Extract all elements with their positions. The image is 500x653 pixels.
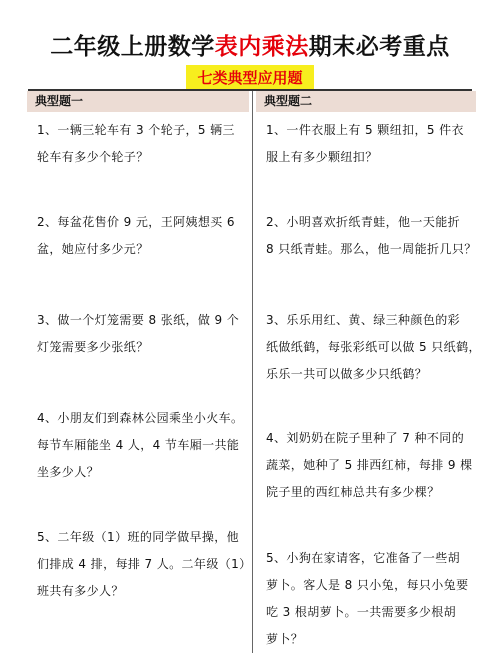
right-question-2 (266, 209, 478, 263)
question-line: 4、刘奶奶在院子里种了 7 种不同的 (266, 431, 465, 445)
question-line: 8 只纸青蛙。那么，他一周能折几只？ (266, 242, 477, 256)
question-line: 吃 3 根胡萝卜。一共需要多少根胡 (266, 605, 457, 619)
title-suffix: 期末必考重点 (308, 34, 450, 60)
title-highlight: 表内乘法 (214, 34, 309, 60)
right-question-1 (266, 117, 478, 171)
left-question-3 (37, 307, 251, 361)
question-line: 们排成 4 排，每排 7 人。二年级（1） (37, 557, 252, 571)
left-column (27, 91, 252, 598)
question-line: 坐多少人？ (37, 465, 100, 479)
question-line: 2、每盆花售价 9 元，王阿姨想买 6 (37, 215, 235, 229)
column-divider (252, 91, 253, 653)
right-question-3 (266, 307, 481, 388)
subtitle-banner: 七类典型应用题 (186, 65, 314, 91)
title-prefix: 二年级上册数学 (50, 34, 215, 60)
question-line: 1、一件衣服上有 5 颗纽扣，5 件衣 (266, 123, 464, 137)
question-line: 每节车厢能坐 4 人，4 节车厢一共能 (37, 438, 240, 452)
question-line: 3、乐乐用红、黄、绿三种颜色的彩 (266, 313, 461, 327)
question-line: 5、小狗在家请客，它准备了一些胡 (266, 551, 461, 565)
left-question-1 (37, 117, 251, 171)
page-title (0, 28, 500, 61)
question-line: 班共有多少人？ (37, 584, 124, 598)
question-line: 盆，她应付多少元？ (37, 242, 149, 256)
right-column (256, 91, 481, 646)
right-question-5 (266, 545, 478, 653)
question-line: 3、做一个灯笼需要 8 张纸，做 9 个 (37, 313, 240, 327)
question-line: 5、二年级（1）班的同学做早操，他 (37, 530, 240, 544)
question-line: 院子里的西红柿总共有多少棵？ (266, 485, 440, 499)
right-question-4 (266, 425, 478, 506)
right-column-heading: 典型题二 (256, 91, 476, 112)
question-line: 蔬菜，她种了 5 排西红柿，每排 9 棵 (266, 458, 473, 472)
question-line: 1、一辆三轮车有 3 个轮子，5 辆三 (37, 123, 235, 137)
left-question-4 (37, 405, 251, 486)
question-line: 灯笼需要多少张纸？ (37, 340, 149, 354)
question-line: 轮车有多少个轮子？ (37, 150, 149, 164)
question-line: 4、小朋友们到森林公园乘坐小火车。 (37, 411, 244, 425)
left-column-heading: 典型题一 (27, 91, 249, 112)
question-line: 纸做纸鹤，每张彩纸可以做 5 只纸鹤， (266, 340, 481, 354)
question-line: 乐乐一共可以做多少只纸鹤？ (266, 367, 428, 381)
question-line: 服上有多少颗纽扣？ (266, 150, 378, 164)
question-line: 萝卜？ (266, 632, 304, 646)
question-line: 萝卜。客人是 8 只小兔，每只小兔要 (266, 578, 469, 592)
question-line: 2、小明喜欢折纸青蛙，他一天能折 (266, 215, 461, 229)
left-question-2 (37, 209, 251, 263)
left-question-5 (37, 524, 251, 605)
